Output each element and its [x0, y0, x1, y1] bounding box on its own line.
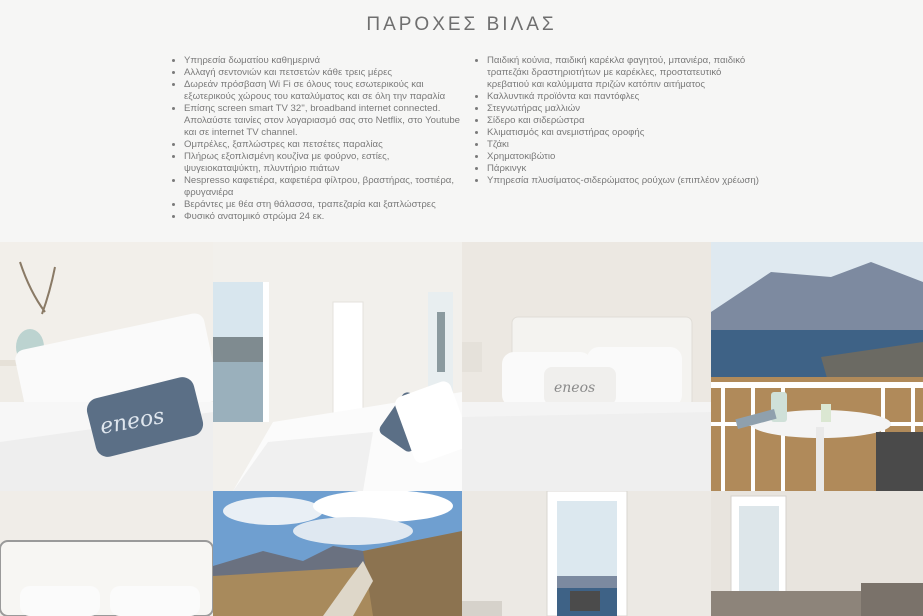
gallery-photo-headboard[interactable] — [0, 491, 213, 616]
list-item: • Στεγνωτήρας μαλλιών — [487, 103, 765, 115]
list-item: • Παιδική κούνια, παιδική καρέκλα φαγητού, μπανιέρα, παιδικό τραπεζάκι δραστηριοτήτων με καρέκλες, προστατευτικό κρεβατιού και καλύμματα πριζών κατόπιν αιτήματος — [487, 55, 765, 91]
gallery-photo-bed-front[interactable] — [462, 242, 711, 491]
gallery-photo-window-sofa[interactable] — [711, 491, 923, 616]
list-item: • Ομπρέλες, ξαπλώστρες και πετσέτες παραλίας — [184, 139, 462, 151]
list-item: • Τζάκι — [487, 139, 765, 151]
list-item: • Βεράντες με θέα στη θάλασσα, τραπεζαρία και ξαπλώστρες — [184, 199, 462, 211]
list-item: • Πάρκινγκ — [487, 163, 765, 175]
amenities-list-left — [166, 55, 462, 223]
list-item: • Nespresso καφετιέρα, καφετιέρα φίλτρου, βραστήρας, τοστιέρα, φρυγανιέρα — [184, 175, 462, 199]
list-item: • Καλλυντικά προϊόντα και παντόφλες — [487, 91, 765, 103]
list-item: • Φυσικό ανατομικό στρώμα 24 εκ. — [184, 211, 462, 223]
list-item: • Υπηρεσία δωματίου καθημερινά — [184, 55, 462, 67]
gallery-photo-bed-pillows[interactable] — [0, 242, 213, 491]
gallery-photo-bedroom-window[interactable] — [213, 242, 462, 491]
list-item: • Δωρεάν πρόσβαση Wi Fi σε όλους τους εσωτερικούς και εξωτερικούς χώρους του καταλύματος και σε όλη την παραλία — [184, 79, 462, 103]
pillow-text: eneos — [554, 380, 596, 396]
photo-gallery — [0, 242, 923, 616]
list-item: • Κλιματισμός και ανεμιστήρας οροφής — [487, 127, 765, 139]
list-item: • Επίσης screen smart TV 32'', broadband internet connected. Απολαύστε ταινίες στον λογαριασμό σας στο Netflix, στο Youtube και σε internet TV channel. — [184, 103, 462, 139]
list-item: • Υπηρεσία πλυσίματος-σιδερώματος ρούχων (επιπλέον χρέωση) — [487, 175, 765, 187]
list-item: • Πλήρως εξοπλισμένη κουζίνα με φούρνο, εστίες, ψυγειοκαταψύκτη, πλυντήριο πιάτων — [184, 151, 462, 175]
list-item: • Αλλαγή σεντονιών και πετσετών κάθε τρεις μέρες — [184, 67, 462, 79]
section-title: ΠΑΡΟΧΕΣ ΒΙΛΑΣ — [366, 14, 557, 35]
gallery-photo-landscape-path[interactable] — [213, 491, 462, 616]
list-item: • Σίδερο και σιδερώστρα — [487, 115, 765, 127]
gallery-photo-balcony-sea[interactable] — [711, 242, 923, 491]
pillow-text: eneos — [98, 403, 167, 440]
amenities-list-right — [469, 55, 765, 187]
list-item: • Χρηματοκιβώτιο — [487, 151, 765, 163]
gallery-photo-doorway-sea[interactable] — [462, 491, 711, 616]
